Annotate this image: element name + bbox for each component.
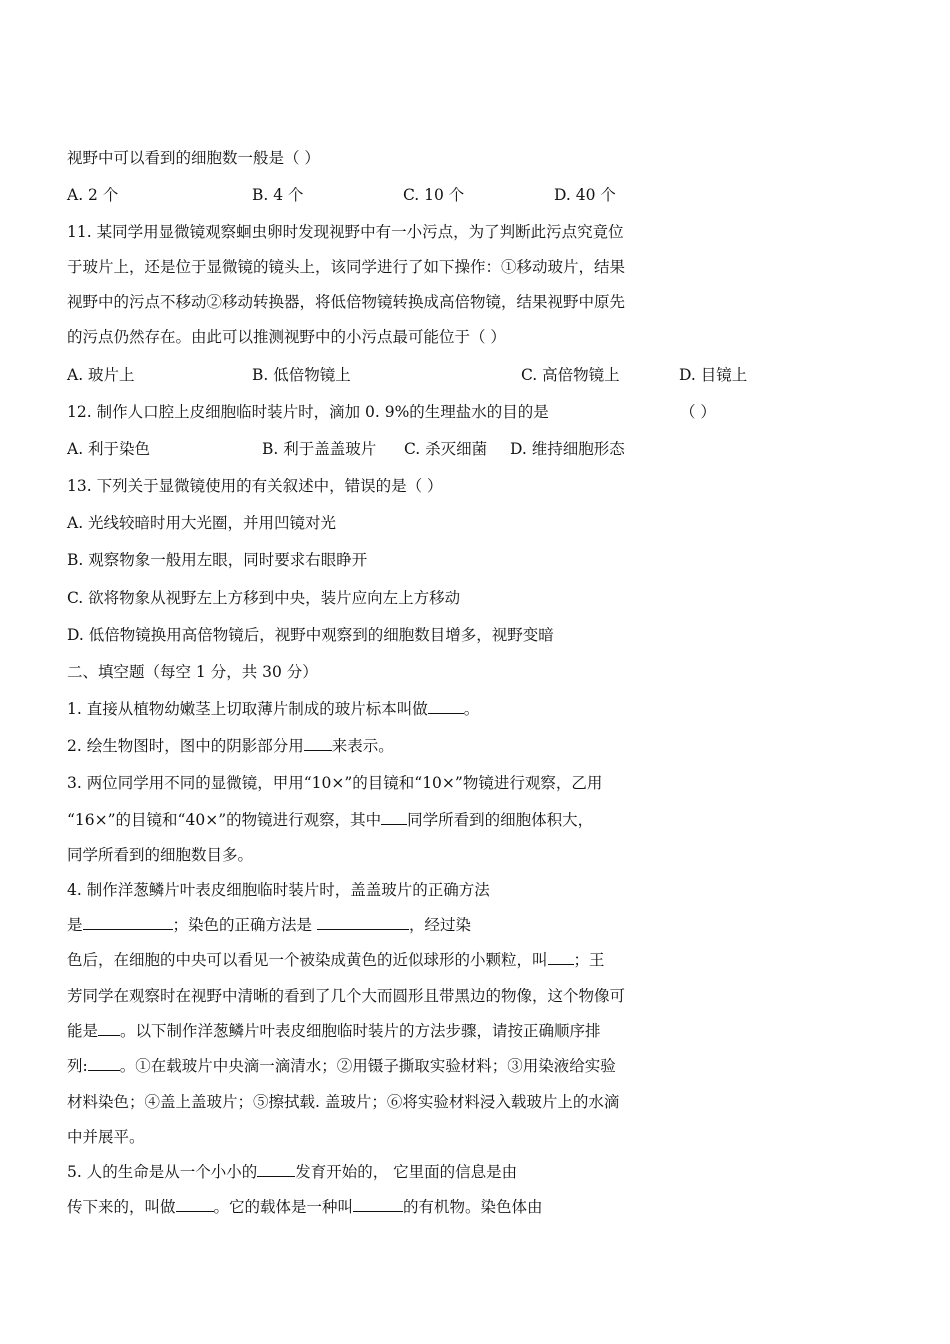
fill-4-line-5 bbox=[67, 1021, 601, 1041]
fill-4-text-e: ；王 bbox=[573, 951, 605, 969]
fill-1 bbox=[67, 699, 479, 719]
q13-option-c: C. 欲将物象从视野左上方移到中央，装片应向左上方移动 bbox=[67, 589, 461, 607]
fill-4-text-i: 。①在载玻片中央滴一滴清水；②用镊子撕取实验材料；③用染液给实验 bbox=[119, 1057, 616, 1075]
q11-option-b: B. 低倍物镜上 bbox=[252, 366, 351, 384]
fill-4-line-3 bbox=[67, 950, 605, 970]
fill-4-blank-3 bbox=[548, 950, 574, 965]
fill-1-blank bbox=[428, 699, 464, 714]
q11-option-a: A. 玻片上 bbox=[67, 366, 135, 384]
fill-4-line-7: 材料染色；④盖上盖玻片；⑤擦拭载. 盖玻片；⑥将实验材料浸入载玻片上的水滴 bbox=[67, 1093, 620, 1111]
fill-4-blank-5 bbox=[88, 1056, 120, 1071]
fill-5-line-1 bbox=[67, 1162, 517, 1182]
q12-stem: 12. 制作人口腔上皮细胞临时装片时，滴加 0. 9%的生理盐水的目的是 bbox=[67, 403, 549, 421]
q12-option-c: C. 杀灭细菌 bbox=[404, 440, 488, 458]
q10-option-d: D. 40 个 bbox=[554, 186, 616, 204]
fill-4-line-2 bbox=[67, 915, 471, 935]
fill-5-text-e: 的有机物。染色体由 bbox=[403, 1198, 543, 1216]
fill-5-blank-1 bbox=[257, 1162, 295, 1177]
q11-option-d: D. 目镜上 bbox=[679, 366, 748, 384]
q11-line-3: 视野中的污点不移动②移动转换器，将低倍物镜转换成高倍物镜，结果视野中原先 bbox=[67, 293, 626, 311]
fill-1-text-b: 。 bbox=[463, 700, 480, 718]
q11-option-c: C. 高倍物镜上 bbox=[521, 366, 620, 384]
fill-2-text-a: 2. 绘生物图时，图中的阴影部分用 bbox=[67, 737, 304, 755]
fill-4-line-1: 4. 制作洋葱鳞片叶表皮细胞临时装片时，盖盖玻片的正确方法 bbox=[67, 881, 490, 899]
q13-stem: 13. 下列关于显微镜使用的有关叙述中，错误的是（ ） bbox=[67, 477, 443, 495]
fill-4-text-d: 色后，在细胞的中央可以看见一个被染成黄色的近似球形的小颗粒，叫 bbox=[67, 951, 548, 969]
fill-3-text-a: “16×”的目镜和“40×”的物镜进行观察，其中 bbox=[67, 811, 382, 829]
fill-2-text-b: 来表示。 bbox=[331, 737, 394, 755]
q12-option-a: A. 利于染色 bbox=[67, 440, 151, 458]
fill-5-text-b: 发育开始的， 它里面的信息是由 bbox=[295, 1163, 518, 1181]
fill-3-text-b: 同学所看到的细胞体积大， bbox=[407, 811, 594, 829]
fill-4-text-a: 是 bbox=[67, 916, 83, 934]
fill-3-line-1: 3. 两位同学用不同的显微镜，甲用“10×”的目镜和“10×”物镜进行观察，乙用 bbox=[67, 774, 603, 792]
fill-5-line-2 bbox=[67, 1197, 543, 1217]
fill-3-line-2 bbox=[67, 810, 593, 830]
fill-5-text-a: 5. 人的生命是从一个小小的 bbox=[67, 1163, 258, 1181]
fill-5-text-d: 。它的载体是一种叫 bbox=[213, 1198, 354, 1216]
fill-5-blank-2 bbox=[176, 1197, 214, 1212]
section-2-title: 二、填空题（每空 1 分，共 30 分） bbox=[67, 663, 318, 681]
fill-4-text-f: 能是 bbox=[67, 1022, 99, 1040]
fill-4-blank-1 bbox=[83, 915, 173, 930]
fill-4-blank-2 bbox=[317, 915, 409, 930]
fill-5-text-c: 传下来的，叫做 bbox=[67, 1198, 176, 1216]
q13-option-b: B. 观察物象一般用左眼，同时要求右眼睁开 bbox=[67, 551, 368, 569]
q12-answer-paren: （ ） bbox=[680, 403, 716, 421]
fill-4-blank-4 bbox=[98, 1021, 120, 1036]
fill-3-blank-1 bbox=[381, 810, 407, 825]
fill-4-text-c: ，经过染 bbox=[408, 916, 471, 934]
fill-4-line-8: 中并展平。 bbox=[67, 1128, 145, 1146]
fill-4-text-b: ；染色的正确方法是 bbox=[172, 916, 317, 934]
q13-option-d: D. 低倍物镜换用高倍物镜后，视野中观察到的细胞数目增多，视野变暗 bbox=[67, 626, 554, 644]
q12-option-b: B. 利于盖盖玻片 bbox=[262, 440, 377, 458]
fill-2 bbox=[67, 736, 394, 756]
fill-1-text-a: 1. 直接从植物幼嫩茎上切取薄片制成的玻片标本叫做 bbox=[67, 700, 428, 718]
fill-5-blank-3 bbox=[353, 1197, 403, 1212]
fill-4-text-h: 列: bbox=[67, 1057, 88, 1075]
fill-3-line-3: 同学所看到的细胞数目多。 bbox=[67, 846, 254, 864]
fill-4-text-g: 。以下制作洋葱鳞片叶表皮细胞临时装片的方法步骤，请按正确顺序排 bbox=[120, 1022, 601, 1040]
q10-option-b: B. 4 个 bbox=[252, 186, 304, 204]
fill-4-line-6 bbox=[67, 1056, 616, 1076]
fill-2-blank bbox=[304, 736, 332, 751]
q10-stem: 视野中可以看到的细胞数一般是（ ） bbox=[67, 149, 320, 167]
q11-line-4: 的污点仍然存在。由此可以推测视野中的小污点最可能位于（ ） bbox=[67, 328, 506, 346]
q13-option-a: A. 光线较暗时用大光圈，并用凹镜对光 bbox=[67, 514, 337, 532]
fill-4-line-4: 芳同学在观察时在视野中清晰的看到了几个大而圆形且带黑边的物像，这个物像可 bbox=[67, 987, 626, 1005]
q11-line-1: 11. 某同学用显微镜观察蛔虫卵时发现视野中有一小污点，为了判断此污点究竟位 bbox=[67, 223, 624, 241]
q10-option-c: C. 10 个 bbox=[403, 186, 465, 204]
q11-line-2: 于玻片上，还是位于显微镜的镜头上，该同学进行了如下操作：①移动玻片，结果 bbox=[67, 258, 626, 276]
q10-option-a: A. 2 个 bbox=[67, 186, 119, 204]
q12-option-d: D. 维持细胞形态 bbox=[510, 440, 625, 458]
